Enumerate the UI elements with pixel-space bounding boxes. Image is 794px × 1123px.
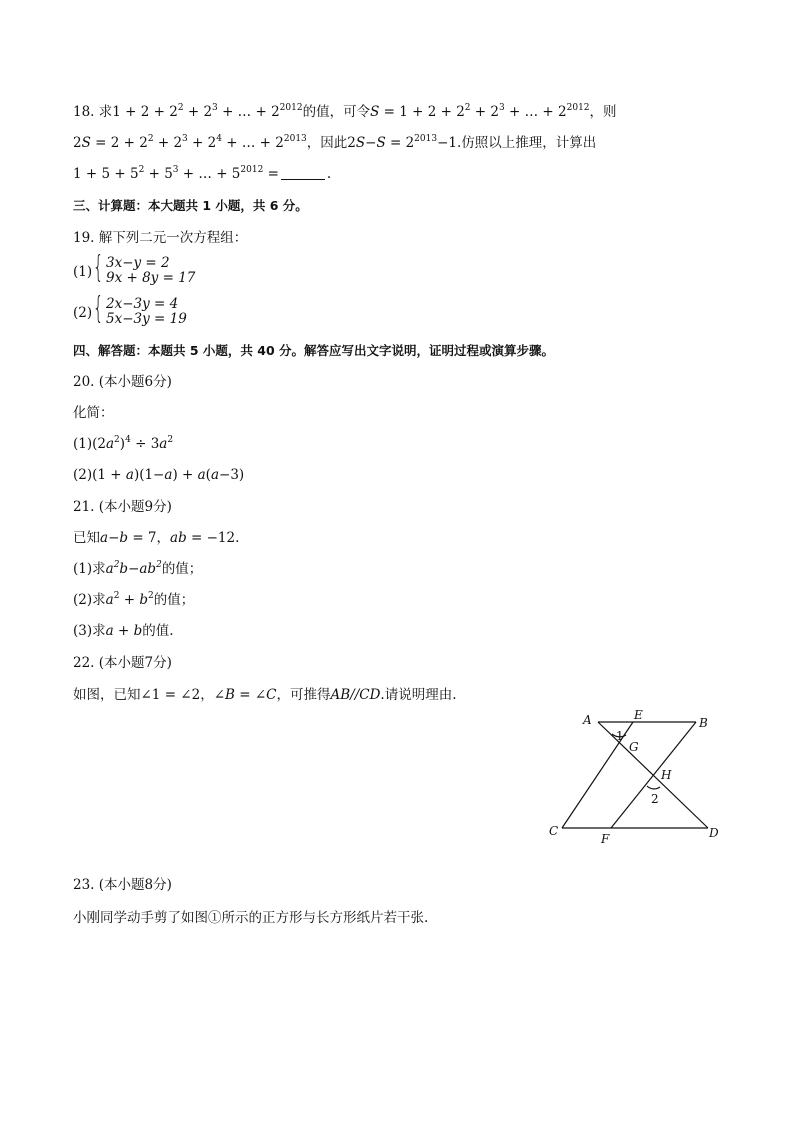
label-H: H	[661, 768, 672, 782]
section-4-heading: 四、解答题：本题共 5 小题，共 40 分。解答应写出文字说明，证明过程或演算步骤。	[73, 343, 555, 358]
q18-line3: $1 + 5 + 5^2 + 5^3$ + … + $5^{2012}$ = .	[73, 165, 332, 182]
q18-line1: 18. 求$1 + 2 + 2^2 + 2^3$ + … + $2^{2012}$的值，可令$S = 1 + 2 + 2^2 + 2^3$ + … + $2^{2012}$，则	[73, 103, 617, 120]
label-B: B	[699, 716, 708, 730]
answer-blank[interactable]	[281, 167, 325, 180]
label-angle-2: 2	[651, 792, 659, 806]
q21-part2: (2)求$a^2 + b^2$的值；	[73, 591, 195, 608]
q21-part1: (1)求$a^2b-ab^2$的值；	[73, 560, 203, 577]
q19-intro: 19. 解下列二元一次方程组：	[73, 230, 248, 246]
q22-geometry-figure	[540, 704, 740, 854]
label-A: A	[583, 713, 592, 727]
exam-page: 18. 求$1 + 2 + 2^2 + 2^3$ + … + $2^{2012}$的值，可令$S = 1 + 2 + 2^2 + 2^3$ + … + $2^{2012}$，则 $2S = 2 + 2^2 + 2^3 + 2^4$ + … + $2^{2013}$，因此$2S-S = 2^{2013}-1$.仿照以上推理，计算出 $1 + 5 + 5^2 + 5^3$ + … + $5^{2012}$ = . 三、计算题：本大题共 1 小题，共 6 分。 19. 解下列二元一次方程组： (1) { 3x−y = 2 9x + 8y = 17 (2) { 2x−3y = 4 5x−3y = 19 四、解答题：本题共 5 小题，共 40 分。解答应写出文字说明，证明过程或演算步骤。 20. (本小题6分) 化简： $(1)(2a^2)^4 \div 3a^2$ (2)(1 + a)(1−a) + a(a−3) 21. (本小题9分) 已知a−b = 7，ab = −12. (1)求$a^2b-ab^2$的值； (2)求$a^2 + b^2$的值； (3)求a + b的值. 22. (本小题7分) 如图，已知∠1 = ∠2，∠B = ∠C，可推得AB//CD.请说明理由. A E B 1 G H 2 C F D 23. (本小题8分) 小刚同学动手剪了如图①所示的正方形与长方形纸片若干张.	[0, 0, 794, 1123]
label-D: D	[709, 826, 719, 840]
q21-head: 21. (本小题9分)	[73, 499, 172, 515]
label-G: G	[629, 740, 639, 754]
label-E: E	[634, 708, 643, 722]
q23-head: 23. (本小题8分)	[73, 877, 172, 893]
q20-head: 20. (本小题6分)	[73, 374, 172, 390]
q23-text: 小刚同学动手剪了如图①所示的正方形与长方形纸片若干张.	[73, 910, 429, 926]
q22-head: 22. (本小题7分)	[73, 655, 172, 671]
q20-part1: $(1)(2a^2)^4 \div 3a^2$	[73, 435, 174, 452]
q20-part2: (2)(1 + a)(1−a) + a(a−3)	[73, 467, 245, 483]
label-angle-1: 1	[616, 729, 624, 743]
q18-line2: $2S = 2 + 2^2 + 2^3 + 2^4$ + … + $2^{2013}$，因此$2S-S = 2^{2013}-1$.仿照以上推理，计算出	[73, 134, 597, 151]
label-C: C	[549, 824, 559, 838]
q21-part3: (3)求a + b的值.	[73, 623, 174, 639]
q20-intro: 化简：	[73, 405, 114, 421]
q18-text: 18. 求	[73, 104, 113, 120]
q21-intro: 已知a−b = 7，ab = −12.	[73, 530, 240, 546]
section-3-heading: 三、计算题：本大题共 1 小题，共 6 分。	[73, 198, 308, 213]
label-F: F	[601, 832, 610, 846]
q22-text: 如图，已知∠1 = ∠2，∠B = ∠C，可推得AB//CD.请说明理由.	[73, 687, 457, 703]
